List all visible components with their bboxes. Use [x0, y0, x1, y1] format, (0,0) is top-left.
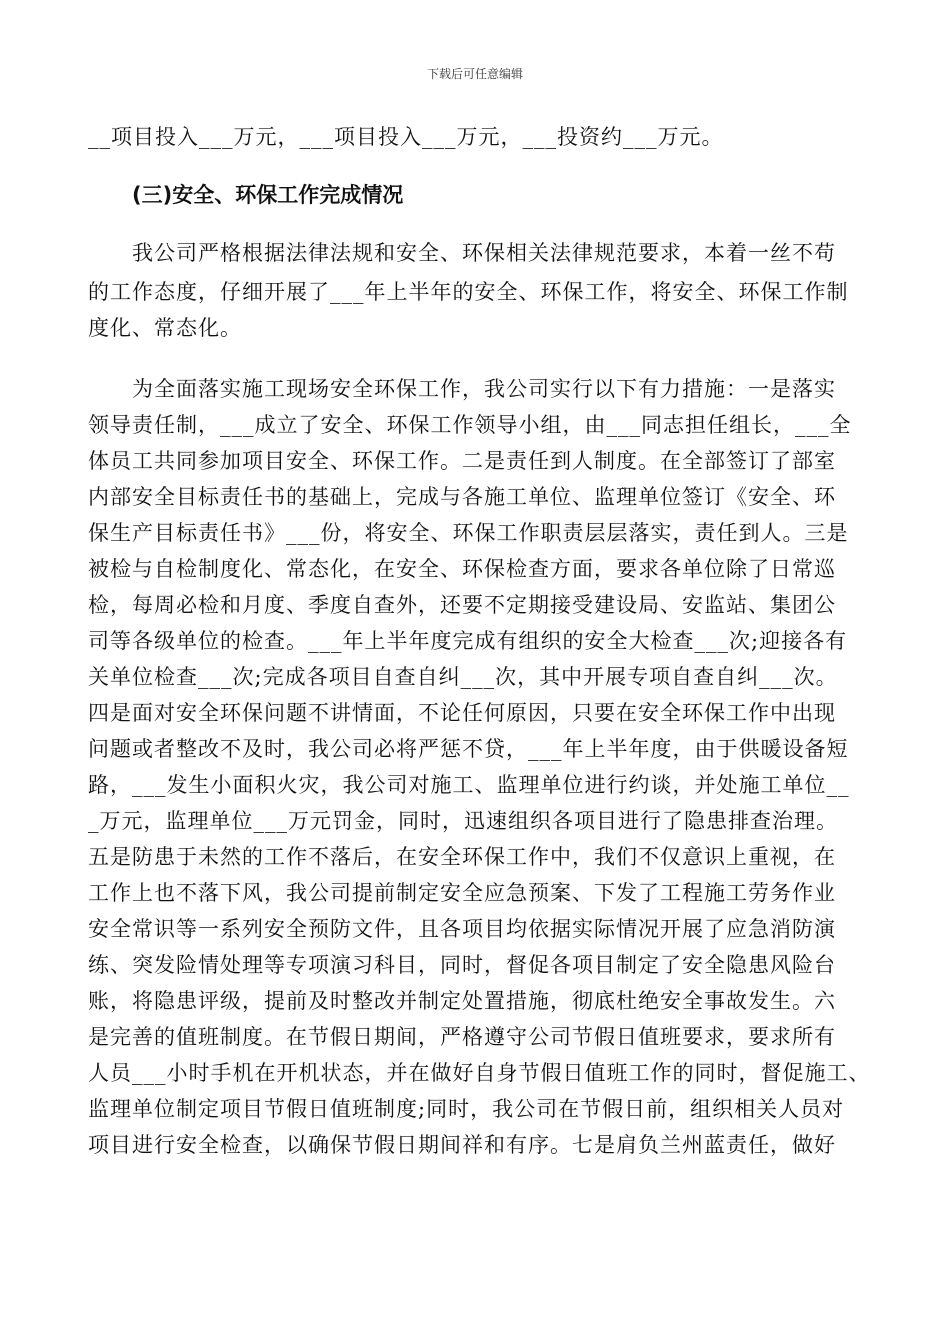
section-heading: (三)安全、环保工作完成情况 [132, 183, 404, 207]
paragraph2-line: 路，___发生小面积火灾，我公司对施工、监理单位进行约谈，并处施工单位__ [88, 773, 850, 797]
paragraph2-line: 关单位检查___次;完成各项目自查自纠___次，其中开展专项自查自纠___次。 [88, 665, 838, 689]
paragraph2-line: 工作上也不落下风，我公司提前制定安全应急预案、下发了工程施工劳务作业 [88, 881, 836, 905]
paragraph2-line: 人员___小时手机在开机状态，并在做好自身节假日值班工作的同时，督促施工、 [88, 1061, 871, 1085]
paragraph2-line: 检，每周必检和月度、季度自查外，还要不定期接受建设局、安监站、集团公 [88, 593, 836, 617]
paragraph2-line: 安全常识等一系列安全预防文件，且各项目均依据实际情况开展了应急消防演 [88, 917, 836, 941]
paragraph1-line: 我公司严格根据法律法规和安全、环保相关法律规范要求，本着一丝不苟 [132, 241, 836, 265]
paragraph2-line: _万元，监理单位___万元罚金，同时，迅速组织各项目进行了隐患排查治理。 [88, 809, 838, 833]
paragraph2-line: 保生产目标责任书》___份，将安全、环保工作职责层层落实，责任到人。三是 [88, 521, 849, 545]
paragraph2-line: 问题或者整改不及时，我公司必将严惩不贷，___年上半年度，由于供暖设备短 [88, 737, 849, 761]
intro-line: __项目投入___万元，___项目投入___万元，___投资约___万元。 [88, 125, 724, 149]
page-header: 下载后可任意编辑 [426, 67, 523, 81]
paragraph2-line: 是完善的值班制度。在节假日期间，严格遵守公司节假日值班要求，要求所有 [88, 1025, 836, 1049]
paragraph2-line: 四是面对安全环保问题不讲情面，不论任何原因，只要在安全环保工作中出现 [88, 701, 836, 725]
paragraph2-line: 为全面落实施工现场安全环保工作，我公司实行以下有力措施：一是落实 [132, 377, 836, 401]
paragraph1-line: 度化、常态化。 [88, 316, 242, 340]
paragraph2-line: 五是防患于未然的工作不落后，在安全环保工作中，我们不仅意识上重视，在 [88, 845, 836, 869]
paragraph2-line: 被检与自检制度化、常态化，在安全、环保检查方面，要求各单位除了日常巡 [88, 557, 836, 581]
paragraph2-line: 领导责任制，___成立了安全、环保工作领导小组，由___同志担任组长，___全 [88, 413, 852, 437]
paragraph2-line: 内部安全目标责任书的基础上，完成与各施工单位、监理单位签订《安全、环 [88, 485, 836, 509]
paragraph2-line: 监理单位制定项目节假日值班制度;同时，我公司在节假日前，组织相关人员对 [88, 1097, 845, 1121]
paragraph2-line: 项目进行安全检查，以确保节假日期间祥和有序。七是肩负兰州蓝责任，做好 [88, 1133, 836, 1157]
paragraph2-line: 账，将隐患评级，提前及时整改并制定处置措施，彻底杜绝安全事故发生。六 [88, 989, 836, 1013]
paragraph2-line: 司等各级单位的检查。___年上半年度完成有组织的安全大检查___次;迎接各有 [88, 629, 848, 653]
paragraph2-line: 练、突发险情处理等专项演习科目，同时，督促各项目制定了安全隐患风险台 [88, 953, 836, 977]
paragraph1-line: 的工作态度，仔细开展了___年上半年的安全、环保工作，将安全、环保工作制 [88, 280, 849, 304]
paragraph2-line: 体员工共同参加项目安全、环保工作。二是责任到人制度。在全部签订了部室 [88, 449, 836, 473]
